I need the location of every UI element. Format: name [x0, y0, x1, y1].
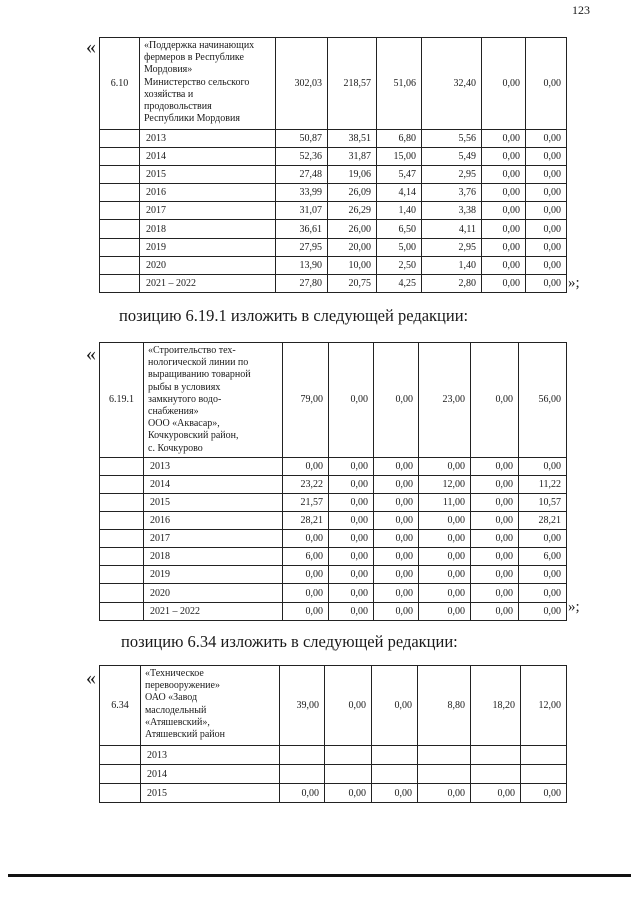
description-line: ОАО «Завод: [145, 692, 198, 704]
value-cell: 0,00: [419, 457, 471, 475]
position-cell-empty: [100, 566, 144, 584]
position-cell-empty: [100, 530, 144, 548]
position-cell: 6.34: [100, 666, 141, 746]
value-cell: 0,00: [482, 184, 526, 202]
value-cell: 0,00: [526, 202, 567, 220]
value-cell: [280, 746, 325, 765]
value-cell: 0,00: [325, 784, 372, 803]
year-row: [100, 148, 567, 166]
year-cell: 2021 – 2022: [140, 274, 276, 292]
value-cell: 0,00: [482, 238, 526, 256]
value-cell: 6,80: [377, 130, 422, 148]
main-row: [100, 38, 567, 130]
quote-close-2: »;: [568, 599, 580, 615]
quote-open-3: «: [86, 667, 96, 689]
main-row: [100, 343, 567, 458]
year-cell: 2014: [141, 765, 280, 784]
position-cell-empty: [100, 602, 144, 620]
value-cell: 0,00: [526, 220, 567, 238]
value-cell: 26,00: [328, 220, 377, 238]
value-cell: 0,00: [329, 566, 374, 584]
value-cell: 0,00: [519, 566, 567, 584]
position-cell-empty: [100, 202, 140, 220]
year-cell: 2015: [144, 494, 283, 512]
position-cell: 6.19.1: [100, 343, 144, 458]
year-row: [100, 602, 567, 620]
value-cell: 0,00: [482, 256, 526, 274]
value-cell: 0,00: [374, 548, 419, 566]
quote-open-2: «: [86, 343, 96, 365]
year-row: [100, 166, 567, 184]
value-cell: 0,00: [283, 602, 329, 620]
year-row: [100, 220, 567, 238]
value-cell: 5,49: [422, 148, 482, 166]
year-row: [100, 566, 567, 584]
value-cell: 27,48: [276, 166, 328, 184]
value-cell: [418, 746, 471, 765]
value-cell: 0,00: [329, 457, 374, 475]
year-cell: 2015: [140, 166, 276, 184]
description-cell: [141, 666, 280, 746]
value-cell: 0,00: [374, 457, 419, 475]
value-cell: 6,50: [377, 220, 422, 238]
year-cell: 2013: [140, 130, 276, 148]
description-line: ООО «Аквасар»,: [148, 418, 220, 430]
value-cell: 0,00: [374, 584, 419, 602]
value-cell: 0,00: [419, 566, 471, 584]
value-cell: 6,00: [519, 548, 567, 566]
value-cell: 38,51: [328, 130, 377, 148]
value-cell: [325, 765, 372, 784]
description-line: Кочкуровский район,: [148, 430, 239, 442]
value-cell: 0,00: [526, 130, 567, 148]
description-line: перевооружение»: [145, 680, 220, 692]
year-row: [100, 457, 567, 475]
value-cell: 0,00: [325, 666, 372, 746]
year-row: [100, 475, 567, 493]
value-cell: 21,57: [283, 494, 329, 512]
position-cell-empty: [100, 130, 140, 148]
value-cell: 3,76: [422, 184, 482, 202]
value-cell: 0,00: [526, 38, 567, 130]
value-cell: 27,95: [276, 238, 328, 256]
year-cell: 2020: [144, 584, 283, 602]
value-cell: 36,61: [276, 220, 328, 238]
value-cell: 52,36: [276, 148, 328, 166]
value-cell: 5,47: [377, 166, 422, 184]
description-line: «Техническое: [145, 668, 204, 679]
position-cell-empty: [100, 457, 144, 475]
value-cell: 0,00: [374, 602, 419, 620]
main-row: [100, 666, 567, 746]
description-line: фермеров в Республике: [144, 52, 244, 64]
value-cell: 10,00: [328, 256, 377, 274]
year-cell: 2017: [140, 202, 276, 220]
value-cell: 0,00: [482, 220, 526, 238]
description-line: выращиванию товарной: [148, 369, 251, 381]
year-cell: 2018: [144, 548, 283, 566]
description-line: продовольствия: [144, 101, 212, 113]
year-row: [100, 548, 567, 566]
value-cell: 28,21: [519, 512, 567, 530]
value-cell: 0,00: [374, 512, 419, 530]
value-cell: 302,03: [276, 38, 328, 130]
position-cell-empty: [100, 475, 144, 493]
position-cell-empty: [100, 166, 140, 184]
position-cell-empty: [100, 148, 140, 166]
value-cell: 32,40: [422, 38, 482, 130]
year-cell: 2019: [144, 566, 283, 584]
value-cell: [471, 746, 521, 765]
value-cell: 0,00: [526, 184, 567, 202]
value-cell: 10,57: [519, 494, 567, 512]
value-cell: 0,00: [471, 494, 519, 512]
value-cell: 0,00: [329, 343, 374, 458]
value-cell: 218,57: [328, 38, 377, 130]
year-cell: 2013: [141, 746, 280, 765]
value-cell: 0,00: [519, 602, 567, 620]
value-cell: 0,00: [471, 566, 519, 584]
value-cell: 0,00: [471, 475, 519, 493]
value-cell: 23,00: [419, 343, 471, 458]
value-cell: 4,14: [377, 184, 422, 202]
value-cell: 1,40: [422, 256, 482, 274]
bottom-rule: [8, 874, 631, 877]
position-cell-empty: [100, 256, 140, 274]
value-cell: 23,22: [283, 475, 329, 493]
value-cell: 0,00: [482, 38, 526, 130]
page-number: 123: [572, 3, 590, 17]
value-cell: 0,00: [418, 784, 471, 803]
value-cell: 50,87: [276, 130, 328, 148]
table-6-10: [99, 37, 567, 293]
value-cell: [418, 765, 471, 784]
value-cell: 0,00: [519, 530, 567, 548]
description-line: «Атяшевский»,: [145, 716, 210, 728]
value-cell: [521, 746, 567, 765]
year-row: [100, 765, 567, 784]
year-cell: 2016: [140, 184, 276, 202]
year-row: [100, 512, 567, 530]
value-cell: 0,00: [526, 238, 567, 256]
value-cell: 31,07: [276, 202, 328, 220]
value-cell: 39,00: [280, 666, 325, 746]
value-cell: 0,00: [521, 784, 567, 803]
description-cell: [144, 343, 283, 458]
value-cell: 0,00: [419, 530, 471, 548]
value-cell: 0,00: [372, 784, 418, 803]
value-cell: 31,87: [328, 148, 377, 166]
year-row: [100, 584, 567, 602]
value-cell: 56,00: [519, 343, 567, 458]
value-cell: 0,00: [374, 475, 419, 493]
value-cell: 2,95: [422, 166, 482, 184]
year-row: [100, 238, 567, 256]
year-cell: 2015: [141, 784, 280, 803]
year-cell: 2013: [144, 457, 283, 475]
value-cell: 8,80: [418, 666, 471, 746]
value-cell: 0,00: [471, 548, 519, 566]
year-row: [100, 784, 567, 803]
value-cell: 2,95: [422, 238, 482, 256]
value-cell: 28,21: [283, 512, 329, 530]
value-cell: 0,00: [374, 343, 419, 458]
value-cell: 0,00: [526, 148, 567, 166]
value-cell: 0,00: [482, 130, 526, 148]
year-cell: 2019: [140, 238, 276, 256]
value-cell: [280, 765, 325, 784]
position-cell-empty: [100, 184, 140, 202]
value-cell: 12,00: [521, 666, 567, 746]
value-cell: [372, 765, 418, 784]
value-cell: 0,00: [526, 274, 567, 292]
value-cell: 0,00: [471, 584, 519, 602]
value-cell: 20,00: [328, 238, 377, 256]
value-cell: 0,00: [471, 457, 519, 475]
year-row: [100, 530, 567, 548]
position-cell-empty: [100, 274, 140, 292]
description-line: «Строительство тех-: [148, 345, 236, 356]
value-cell: 15,00: [377, 148, 422, 166]
value-cell: 20,75: [328, 274, 377, 292]
value-cell: 0,00: [471, 784, 521, 803]
description-line: с. Кочкурово: [148, 442, 203, 454]
value-cell: 11,00: [419, 494, 471, 512]
year-cell: 2016: [144, 512, 283, 530]
value-cell: 13,90: [276, 256, 328, 274]
value-cell: 0,00: [419, 602, 471, 620]
value-cell: 0,00: [329, 530, 374, 548]
position-cell-empty: [100, 238, 140, 256]
value-cell: 0,00: [471, 343, 519, 458]
value-cell: 33,99: [276, 184, 328, 202]
value-cell: 19,06: [328, 166, 377, 184]
value-cell: 1,40: [377, 202, 422, 220]
value-cell: 0,00: [372, 666, 418, 746]
description-line: маслодельный: [145, 704, 207, 716]
value-cell: 0,00: [329, 475, 374, 493]
value-cell: 0,00: [329, 512, 374, 530]
value-cell: 11,22: [519, 475, 567, 493]
value-cell: 0,00: [374, 566, 419, 584]
position-cell-empty: [100, 512, 144, 530]
value-cell: 0,00: [471, 512, 519, 530]
year-row: [100, 256, 567, 274]
description-line: хозяйства и: [144, 88, 194, 100]
value-cell: 26,29: [328, 202, 377, 220]
value-cell: 0,00: [482, 148, 526, 166]
value-cell: 0,00: [419, 584, 471, 602]
value-cell: 26,09: [328, 184, 377, 202]
value-cell: 0,00: [329, 602, 374, 620]
year-cell: 2020: [140, 256, 276, 274]
position-cell-empty: [100, 494, 144, 512]
value-cell: [521, 765, 567, 784]
description-line: «Поддержка начинающих: [144, 40, 255, 51]
value-cell: 27,80: [276, 274, 328, 292]
description-line: рыбы в условиях: [148, 381, 221, 393]
quote-open-1: «: [86, 36, 96, 58]
value-cell: 0,00: [482, 202, 526, 220]
year-cell: 2021 – 2022: [144, 602, 283, 620]
value-cell: 12,00: [419, 475, 471, 493]
value-cell: 0,00: [283, 566, 329, 584]
value-cell: 0,00: [471, 530, 519, 548]
value-cell: 4,11: [422, 220, 482, 238]
value-cell: 0,00: [519, 457, 567, 475]
quote-close-1: »;: [568, 275, 580, 291]
value-cell: 0,00: [374, 494, 419, 512]
year-row: [100, 202, 567, 220]
caption-6-34: позицию 6.34 изложить в следующей редакции:: [121, 632, 458, 651]
value-cell: 0,00: [471, 602, 519, 620]
value-cell: 4,25: [377, 274, 422, 292]
value-cell: 79,00: [283, 343, 329, 458]
value-cell: 0,00: [482, 274, 526, 292]
position-cell: 6.10: [100, 38, 140, 130]
description-line: Атяшевский район: [145, 729, 226, 741]
value-cell: 6,00: [283, 548, 329, 566]
value-cell: 0,00: [280, 784, 325, 803]
year-row: [100, 746, 567, 765]
value-cell: 18,20: [471, 666, 521, 746]
position-cell-empty: [100, 548, 144, 566]
year-row: [100, 494, 567, 512]
position-cell-empty: [100, 765, 141, 784]
description-line: Министерство сельского: [144, 76, 250, 88]
position-cell-empty: [100, 220, 140, 238]
value-cell: 0,00: [374, 530, 419, 548]
value-cell: [471, 765, 521, 784]
description-cell: [140, 38, 276, 130]
description-line: Мордовия»: [144, 64, 193, 76]
caption-6-19-1: позицию 6.19.1 изложить в следующей редакции:: [119, 306, 469, 325]
value-cell: 0,00: [329, 584, 374, 602]
value-cell: [325, 746, 372, 765]
value-cell: 3,38: [422, 202, 482, 220]
value-cell: 0,00: [283, 530, 329, 548]
table-6-34: [99, 665, 567, 803]
year-cell: 2014: [140, 148, 276, 166]
value-cell: 5,56: [422, 130, 482, 148]
value-cell: 51,06: [377, 38, 422, 130]
year-cell: 2017: [144, 530, 283, 548]
value-cell: 0,00: [283, 584, 329, 602]
description-line: снабжения»: [148, 406, 199, 418]
year-row: [100, 184, 567, 202]
description-line: замкнутого водо-: [148, 393, 222, 405]
description-line: Республики Мордовия: [144, 113, 240, 125]
year-cell: 2014: [144, 475, 283, 493]
value-cell: 0,00: [329, 494, 374, 512]
value-cell: 0,00: [283, 457, 329, 475]
value-cell: 0,00: [419, 512, 471, 530]
year-row: [100, 274, 567, 292]
year-cell: 2018: [140, 220, 276, 238]
value-cell: 0,00: [526, 166, 567, 184]
year-row: [100, 130, 567, 148]
value-cell: 0,00: [329, 548, 374, 566]
value-cell: [372, 746, 418, 765]
position-cell-empty: [100, 784, 141, 803]
value-cell: 0,00: [419, 548, 471, 566]
table-6-19-1: [99, 342, 567, 621]
value-cell: 5,00: [377, 238, 422, 256]
value-cell: 0,00: [526, 256, 567, 274]
value-cell: 2,80: [422, 274, 482, 292]
position-cell-empty: [100, 746, 141, 765]
value-cell: 0,00: [519, 584, 567, 602]
description-line: нологической линии по: [148, 357, 249, 369]
value-cell: 0,00: [482, 166, 526, 184]
value-cell: 2,50: [377, 256, 422, 274]
position-cell-empty: [100, 584, 144, 602]
